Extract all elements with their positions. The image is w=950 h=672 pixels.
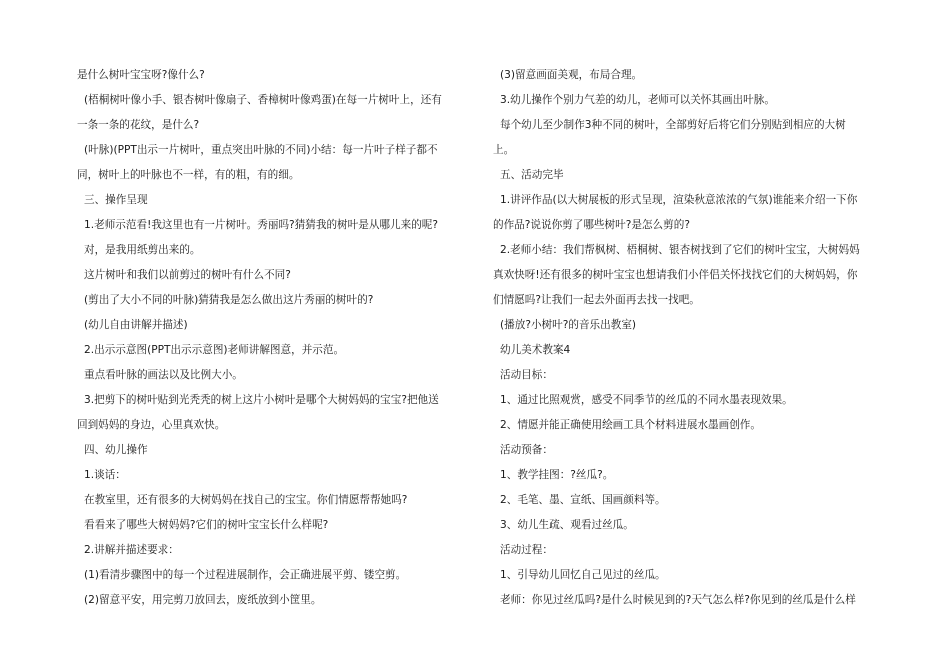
left-column [77, 63, 462, 613]
text-line: 1.讲评作品(以大树展板的形式呈现，渲染秋意浓浓的气氛)谁能来介绍一下你 [500, 194, 858, 206]
text-line: 真欢快呀!还有很多的树叶宝宝也想请我们小伴侣关怀找找它们的大树妈妈，你 [493, 269, 858, 281]
text-line: (幼儿自由讲解并描述) [84, 319, 188, 331]
text-line: 四、幼儿操作 [84, 444, 148, 456]
text-line: 重点看叶脉的画法以及比例大小。 [84, 369, 243, 381]
text-line: (2)留意平安，用完剪刀放回去，废纸放到小筐里。 [84, 594, 322, 606]
text-line: (播放?小树叶?的音乐出教室) [500, 319, 637, 331]
text-line: 一条一条的花纹，是什么? [77, 119, 200, 131]
text-line: 1.老师示范看!我这里也有一片树叶。秀丽吗?猜猜我的树叶是从哪儿来的呢? [84, 219, 439, 231]
text-line: 2.讲解并描述要求： [84, 544, 179, 556]
text-line: 活动过程： [500, 544, 553, 556]
text-line: 3、幼儿生疏、观看过丝瓜。 [500, 519, 634, 531]
text-line: 2.老师小结：我们帮枫树、梧桐树、银杏树找到了它们的树叶宝宝，大树妈妈 [500, 244, 860, 256]
text-line: 对，是我用纸剪出来的。 [84, 244, 201, 256]
text-line: 2、情愿并能正确使用绘画工具个材料进展水墨画创作。 [500, 419, 761, 431]
text-line: 1、通过比照观赏，感受不同季节的丝瓜的不同水墨表现效果。 [500, 394, 793, 406]
text-line: 活动预备： [500, 444, 553, 456]
text-line: (1)看清步骤图中的每一个过程进展制作，会正确进展平剪、镂空剪。 [84, 569, 407, 581]
text-line: 活动目标： [500, 369, 553, 381]
text-line: 1.谈话： [84, 469, 126, 481]
text-line: 2、毛笔、墨、宣纸、国画颜料等。 [500, 494, 666, 506]
text-line: 们情愿吗?让我们一起去外面再去找一找吧。 [493, 294, 700, 306]
text-line: 1、教学挂图：?丝瓜?。 [500, 469, 614, 481]
text-line: 看看来了哪些大树妈妈?它们的树叶宝宝长什么样呢? [84, 519, 329, 531]
text-line: 这片树叶和我们以前剪过的树叶有什么不同? [84, 269, 291, 281]
text-line: 五、活动完毕 [500, 169, 564, 181]
text-line: 的作品?说说你剪了哪些树叶?是怎么剪的? [493, 219, 690, 231]
text-line: (剪出了大小不同的叶脉)猜猜我是怎么做出这片秀丽的树叶的? [84, 294, 374, 306]
text-line: 同，树叶上的叶脉也不一样，有的粗，有的细。 [77, 169, 300, 181]
text-line: 3.幼儿操作个别力气差的幼儿，老师可以关怀其画出叶脉。 [500, 94, 775, 106]
text-line: 回到妈妈的身边，心里真欢快。 [77, 419, 226, 431]
text-line: (3)留意画面美观，布局合理。 [500, 69, 643, 81]
text-line: 在教室里，还有很多的大树妈妈在找自己的宝宝。你们情愿帮帮她吗? [84, 494, 408, 506]
right-column [493, 63, 878, 613]
text-line: 每个幼儿至少制作3种不同的树叶，全部剪好后将它们分别贴到相应的大树 [500, 119, 846, 131]
text-line: (叶脉)(PPT出示一片树叶，重点突出叶脉的不同)小结：每一片叶子样子都不 [84, 144, 438, 156]
text-line: 上。 [493, 144, 515, 156]
text-line: 老师：你见过丝瓜吗?是什么时候见到的?天气怎么样?你见到的丝瓜是什么样 [500, 594, 856, 606]
text-line: 三、操作呈现 [84, 194, 148, 206]
text-line: 是什么树叶宝宝呀?像什么? [77, 69, 205, 81]
text-line: 幼儿美术教案4 [500, 344, 571, 356]
text-line: 3.把剪下的树叶贴到光秃秃的树上这片小树叶是哪个大树妈妈的宝宝?把他送 [84, 394, 439, 406]
text-line: 1、引导幼儿回忆自己见过的丝瓜。 [500, 569, 666, 581]
text-line: (梧桐树叶像小手、银杏树叶像扇子、香樟树叶像鸡蛋)在每一片树叶上，还有 [84, 94, 442, 106]
text-line: 2.出示示意图(PPT出示示意图)老师讲解图意，并示范。 [84, 344, 345, 356]
